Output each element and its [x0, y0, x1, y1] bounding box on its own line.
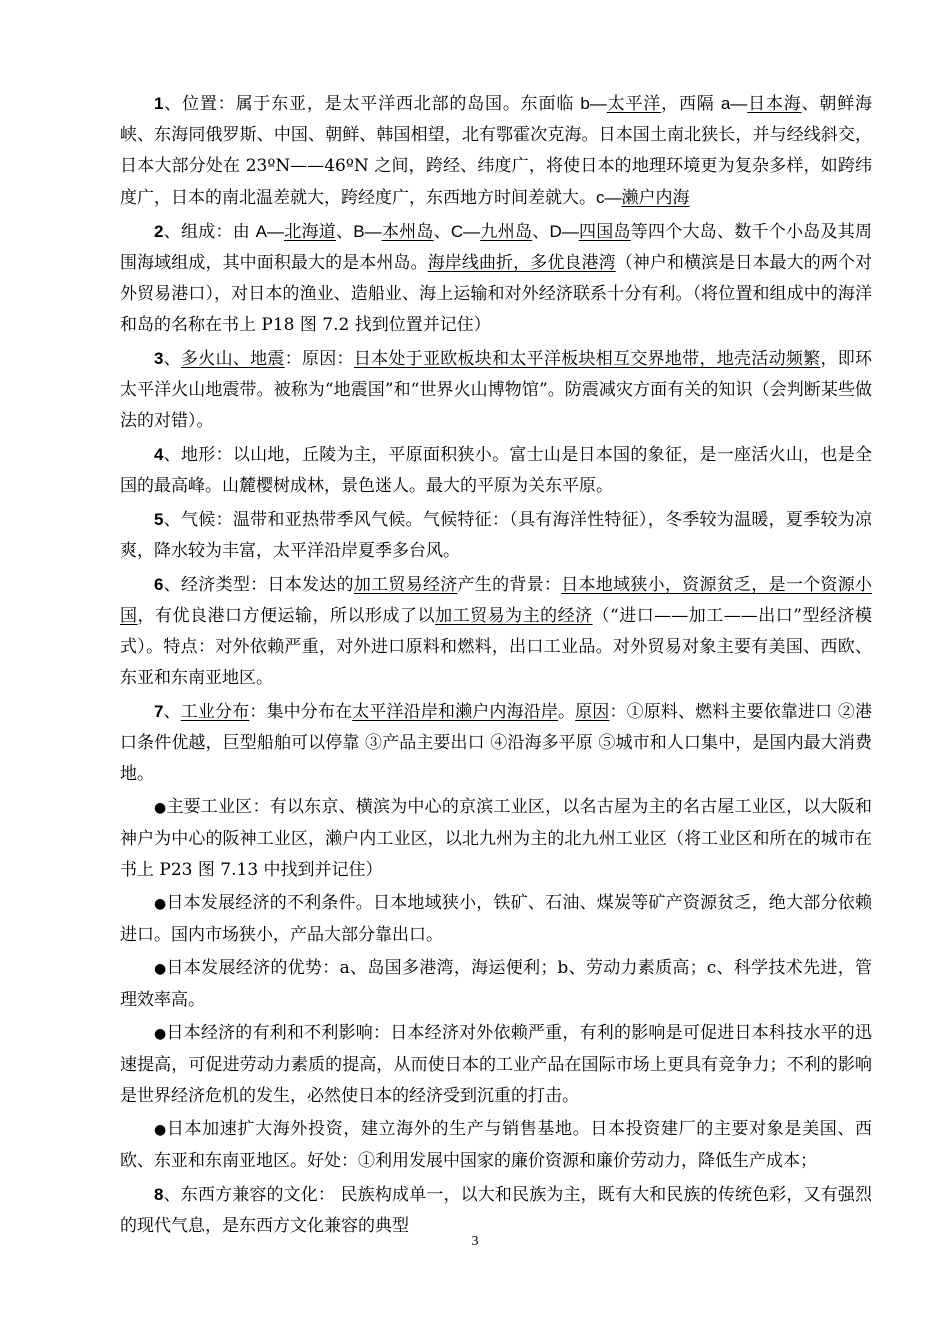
text: 。	[557, 702, 576, 722]
label-b: b—	[580, 94, 607, 113]
bullet-overseas-investment	[120, 1114, 872, 1177]
text: 、组成：由	[163, 222, 256, 242]
underlined-reason: 原因	[575, 702, 610, 722]
text: 等四个大岛、数千个小岛及其周围海域组成，其中面积最大的是本州岛。	[120, 222, 873, 273]
bullet-disadvantages	[120, 888, 872, 951]
answer-pacific-ocean: 太平洋	[606, 94, 662, 114]
text: 、	[336, 222, 354, 242]
answer-sea-of-japan: 日本海	[747, 94, 802, 114]
answer-shikoku: 四国岛	[578, 222, 631, 242]
underlined-industry: 工业分布	[180, 702, 250, 722]
underlined-location: 太平洋沿岸和濑户内海沿岸	[352, 702, 558, 722]
bullet-impacts	[120, 1018, 872, 1112]
bullet-icon: ●	[154, 896, 167, 912]
text: 、	[532, 222, 550, 242]
document-body	[120, 88, 872, 1244]
answer-seto-inland-sea: 濑户内海	[621, 188, 690, 208]
bullet-icon: ●	[154, 800, 167, 816]
label-D: D—	[549, 222, 579, 241]
paragraph-culture	[120, 1179, 872, 1242]
underlined-coastline: 海岸线曲折，多优良港湾	[427, 253, 616, 273]
text: 日本发展经济的不利条件。日本地域狭小，铁矿、石油、煤炭等矿产资源贫乏，绝大部分依赖进口。国内市场狭小，产品大部分靠出口。	[120, 893, 873, 945]
item-number: 6	[154, 575, 164, 594]
text: 、气候：温带和亚热带季风气候。气候特征：（具有海洋性特征），冬季较为温暖，夏季较为凉爽，降水较为丰富，太平洋沿岸夏季多台风。	[120, 510, 872, 561]
text: ：原因：	[284, 349, 354, 369]
bullet-icon: ●	[154, 961, 167, 977]
bullet-icon: ●	[154, 1122, 167, 1138]
text: 主要工业区：有以东京、横滨为中心的京滨工业区，以名古屋为主的名古屋工业区，以大阪和神户为中心的阪神工业区，濑户内工业区，以北九州为主的北九州工业区（将工业区和所在的城市在书上 P23 图 7.13 中找到并记住）	[120, 797, 873, 880]
answer-hokkaido: 北海道	[284, 222, 337, 242]
paragraph-climate	[120, 504, 872, 567]
text: 日本加速扩大海外投资，建立海外的生产与销售基地。日本投资建厂的主要对象是美国、西欧、东亚和东南亚地区。好处：①利用发展中国家的廉价资源和廉价劳动力，降低生产成本；	[120, 1119, 873, 1171]
paragraph-volcano-earthquake	[120, 343, 872, 437]
item-number: 8	[154, 1185, 164, 1204]
text: 产生的背景：	[457, 575, 562, 595]
item-number: 1	[154, 94, 164, 113]
label-A: A—	[255, 222, 284, 241]
item-number: 4	[154, 445, 164, 464]
text: 、地形：以山地，丘陵为主，平原面积狭小。富士山是日本国的象征，是一座活火山，也是全国的最高峰。山麓樱树成林，景色迷人。最大的平原为关东平原。	[120, 445, 872, 496]
underlined-topic: 多火山、地震	[181, 349, 285, 369]
text: ，西隔	[661, 94, 721, 114]
text: ，有优良港口方便运输，所以形成了以	[137, 606, 436, 626]
underlined-economy-type: 加工贸易经济	[353, 575, 458, 595]
text: 、	[433, 222, 451, 242]
label-a: a—	[720, 94, 748, 113]
answer-kyushu: 九州岛	[480, 222, 533, 242]
text: 日本经济的有利和不利影响：日本经济对外依赖严重，有利的影响是可促进日本科技水平的迅速提高，可促进劳动力素质的提高，从而使日本的工业产品在国际市场上更具有竞争力；不利的影响是世界经济危机的发生，必然使日本的经济受到沉重的打击。	[120, 1023, 873, 1106]
answer-honshu: 本州岛	[381, 222, 434, 242]
paragraph-composition	[120, 216, 872, 341]
text: 、朝鲜海峡、东海同俄罗斯、中国、朝鲜、韩国相望，北有鄂霍次克海。日本国土南北狭长，并与经线斜交，日本大部分处在 23ºN——46ºN 之间，跨经、纬度广，将使日本的地理环境更为复杂多样，如跨纬度广，日本的南北温差就大，跨经度广，东西地方时间差就大。	[120, 94, 873, 208]
text: 、	[163, 702, 181, 722]
label-c: c—	[596, 188, 622, 207]
label-C: C—	[450, 222, 481, 241]
text: 、	[163, 349, 182, 369]
text: ，即环太平洋火山地震带。被称为“地震国”和“世界火山博物馆”。防震减灾方面有关的知识（会判断某些做法的对错）。	[120, 349, 872, 431]
text: ：①原料、燃料主要依靠进口 ②港口条件优越，巨型船舶可以停靠 ③产品主要出口 ④沿海多平原 ⑤城市和人口集中，是国内最大消费地。	[120, 702, 873, 784]
bullet-industrial-zones	[120, 792, 872, 886]
underlined-reason: 日本处于亚欧板块和太平洋板块相互交界地带，地壳活动频繁	[353, 349, 821, 369]
paragraph-economy	[120, 569, 872, 694]
paragraph-industry	[120, 696, 872, 790]
item-number: 7	[154, 702, 164, 721]
underlined-economy-main: 加工贸易为主的经济	[435, 606, 593, 626]
bullet-icon: ●	[154, 1026, 167, 1042]
text: 、东西方兼容的文化： 民族构成单一，以大和民族为主，既有大和民族的传统色彩，又有强烈的现代气息，是东西方文化兼容的典型	[120, 1185, 872, 1236]
paragraph-location	[120, 88, 872, 214]
text: （“进口——加工——出口”型经济模式）。特点：对外依赖严重，对外进口原料和燃料，出口工业品。对外贸易对象主要有美国、西欧、东亚和东南亚地区。	[120, 606, 873, 688]
paragraph-terrain	[120, 439, 872, 502]
underlined-background: 日本地域狭小，资源贫乏，是一个资源小国	[120, 575, 872, 626]
text: 日本发展经济的优势：a、岛国多港湾，海运便利；b、劳动力素质高；c、科学技术先进，管理效率高。	[120, 958, 872, 1010]
item-number: 5	[154, 510, 164, 529]
item-number: 2	[154, 222, 164, 241]
text: ：集中分布在	[249, 702, 353, 722]
page-number: 3	[471, 1234, 479, 1249]
bullet-advantages	[120, 953, 872, 1016]
item-number: 3	[154, 349, 164, 368]
text: （神户和横滨是日本最大的两个对外贸易港口），对日本的渔业、造船业、海上运输和对外经济联系十分有利。（将位置和组成中的海洋和岛的名称在书上 P18 图 7.2 找到位置并记住）	[120, 253, 873, 335]
text: 、位置：属于东亚，是太平洋西北部的岛国。东面临	[163, 94, 581, 114]
text: 、经济类型：日本发达的	[163, 575, 354, 595]
label-B: B—	[353, 222, 382, 241]
